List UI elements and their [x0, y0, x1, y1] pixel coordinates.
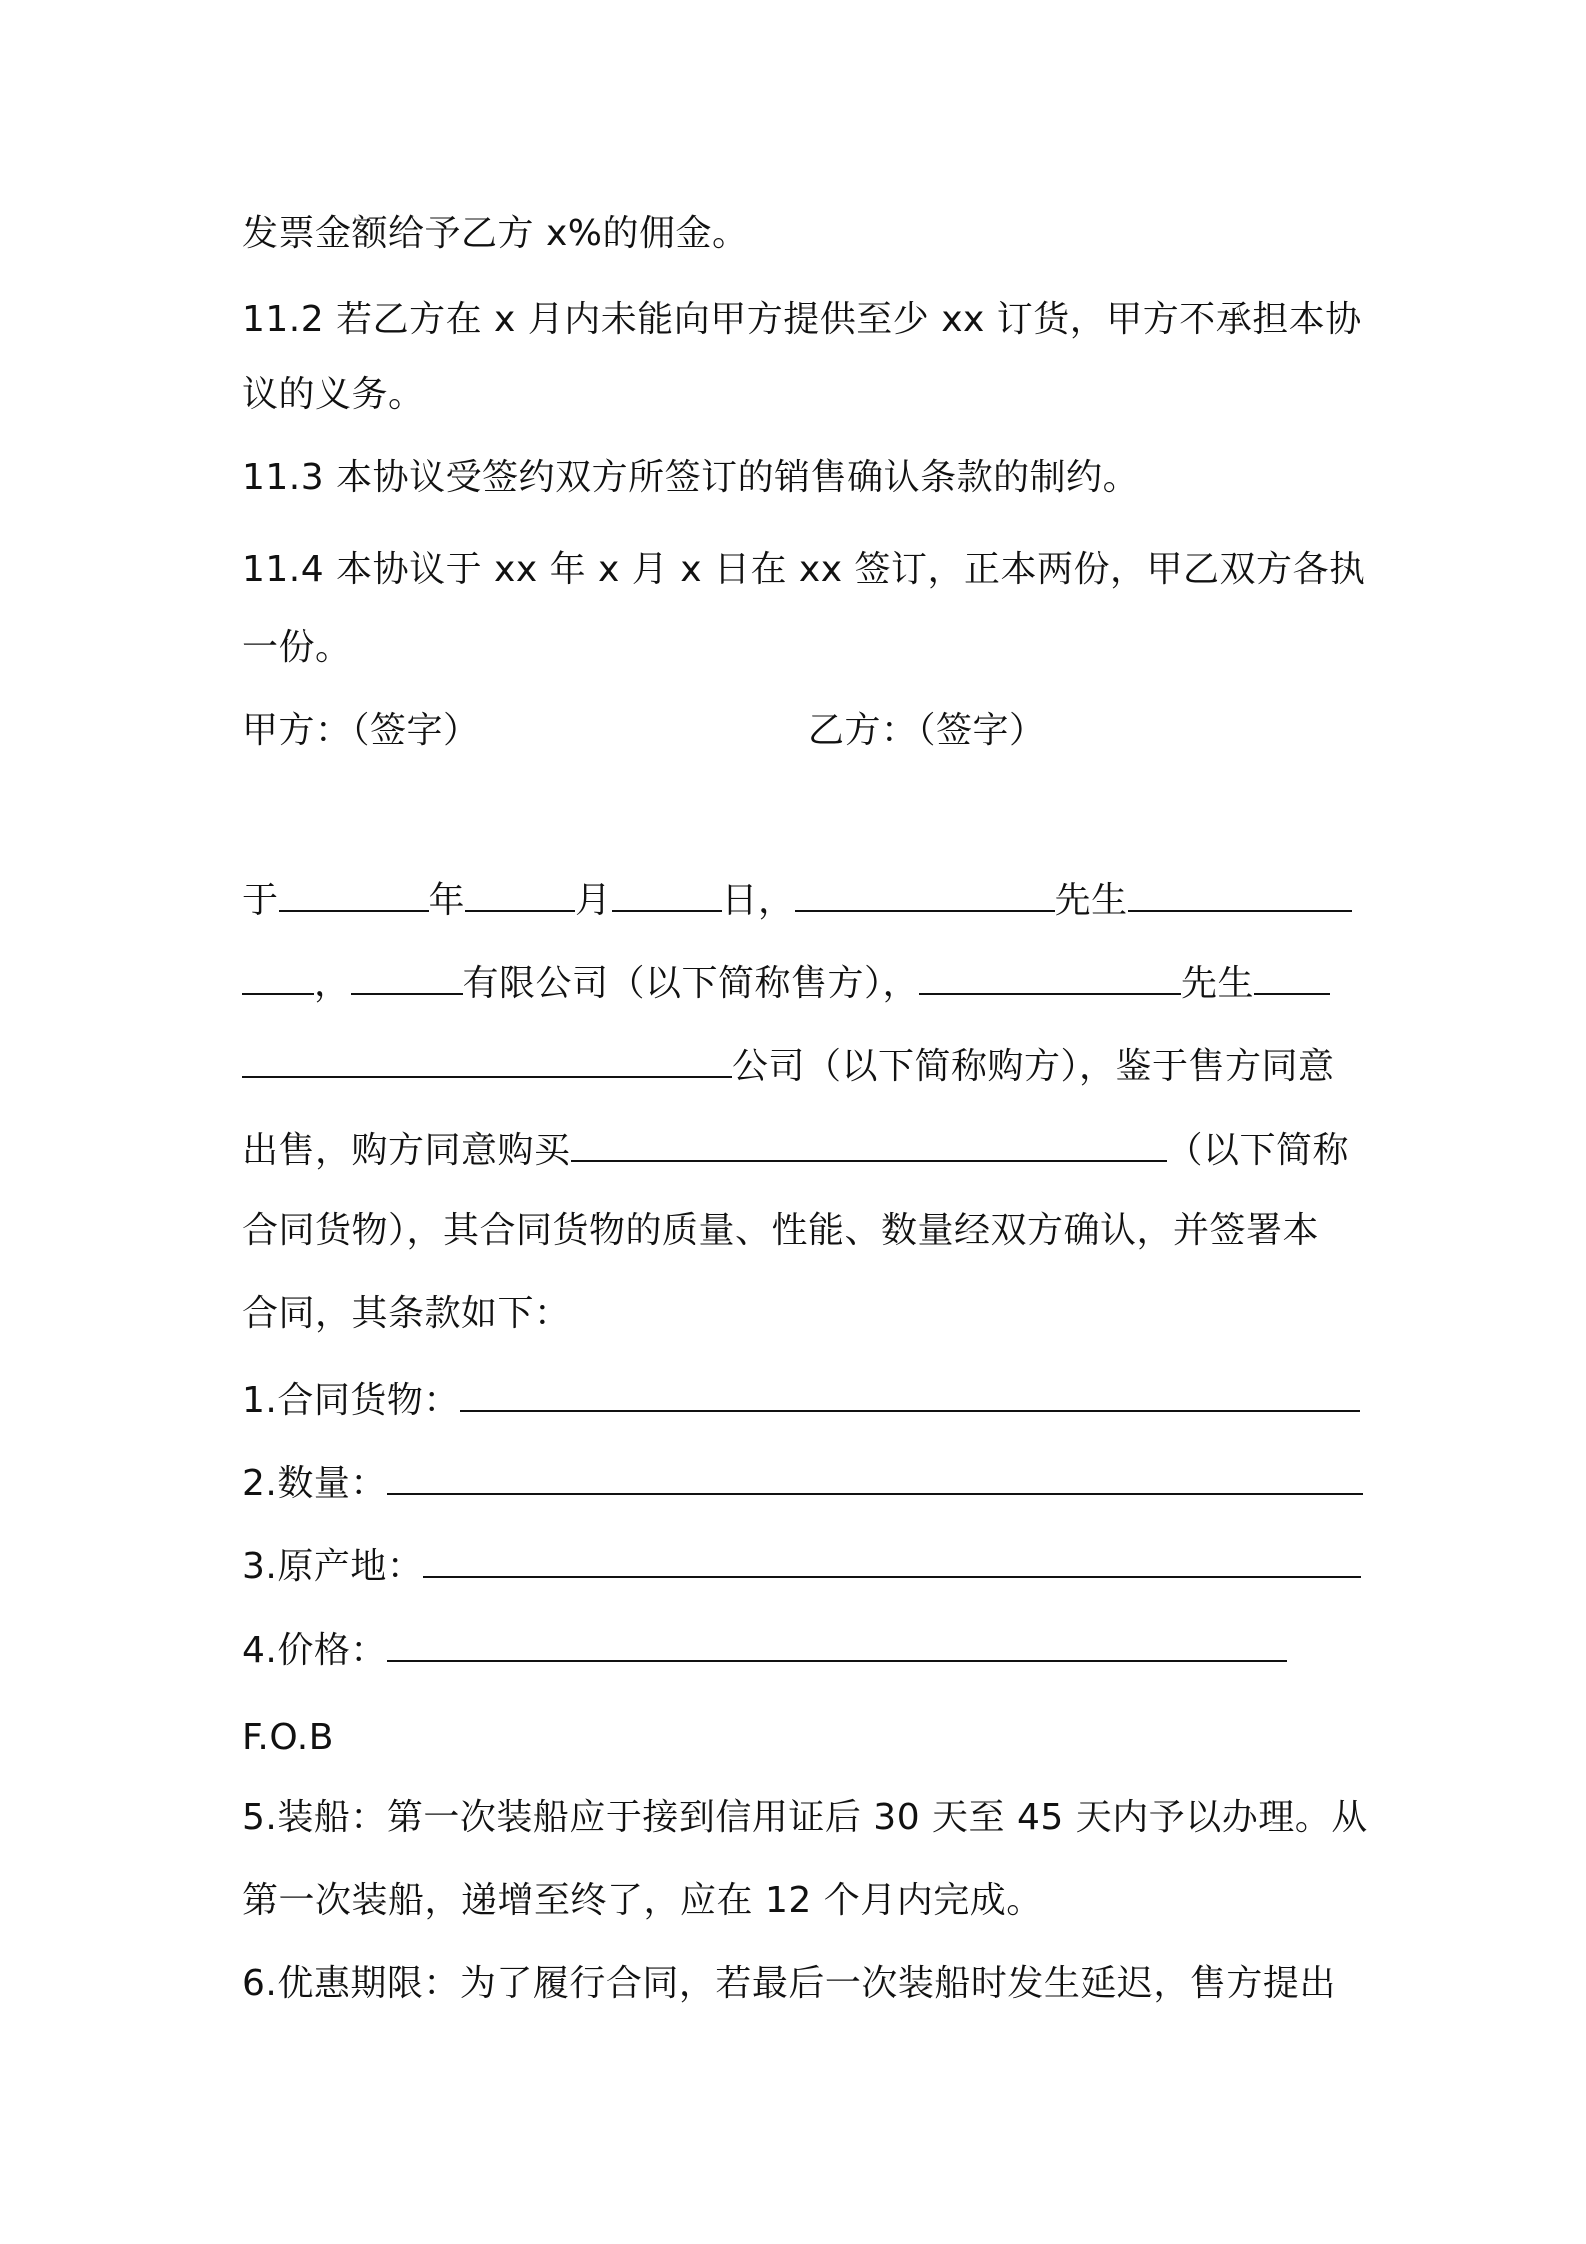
blank-line1-end[interactable] [1128, 872, 1352, 912]
text: 11.4 本协议于 xx 年 x 月 x 日在 xx 签订，正本两份，甲乙双方各执 [242, 549, 1366, 590]
blank-item-quantity[interactable] [387, 1455, 1363, 1495]
text: 一份。 [242, 627, 352, 668]
text-mister: 先生 [1181, 963, 1255, 1004]
text: 发票金额给予乙方 x%的佣金。 [242, 213, 749, 254]
text-year: 年 [428, 880, 466, 921]
signature-row [242, 705, 1362, 757]
contract-line-6 [242, 1288, 1362, 1340]
blank-year[interactable] [279, 872, 429, 912]
item-goods [242, 1372, 1362, 1424]
contract-line-4 [242, 1122, 1362, 1174]
text-comma: ， [314, 963, 351, 1004]
clause-11-2-line1 [242, 294, 1362, 346]
blank-day[interactable] [612, 872, 722, 912]
party-b-signature-label: 乙方：（签字） [808, 710, 1046, 751]
text: F.O.B [242, 1717, 334, 1758]
text-sell-buy: 出售，购方同意购买 [242, 1130, 571, 1171]
contract-line-1 [242, 872, 1362, 924]
blank-item-price[interactable] [387, 1622, 1287, 1662]
item-price-label: 4.价格： [242, 1630, 387, 1671]
text: 合同，其条款如下： [242, 1293, 571, 1334]
blank-line2-start[interactable] [242, 955, 314, 995]
text-day: 日， [721, 880, 795, 921]
item-origin [242, 1538, 1362, 1590]
text-buyer-company: 公司（以下简称购方），鉴于售方同意 [732, 1046, 1335, 1087]
clause-11-2-line2 [242, 369, 1362, 421]
text-yu: 于 [242, 880, 279, 921]
text-seller-company: 有限公司（以下简称售方）， [462, 963, 920, 1004]
clause-11-4-line1 [242, 544, 1366, 596]
blank-item-origin[interactable] [423, 1538, 1361, 1578]
blank-month[interactable] [465, 872, 575, 912]
blank-seller-company[interactable] [351, 955, 463, 995]
blank-seller-rep[interactable] [795, 872, 1055, 912]
blank-buyer-company[interactable] [242, 1038, 732, 1078]
text: 11.3 本协议受签约双方所签订的销售确认条款的制约。 [242, 457, 1140, 498]
clause-11-4-line2 [242, 622, 1362, 674]
clause-11-3 [242, 452, 1362, 504]
text-abbrev: （以下简称 [1166, 1130, 1350, 1171]
fob-term [242, 1712, 1362, 1764]
item-quantity [242, 1455, 1362, 1507]
contract-line-5 [242, 1205, 1362, 1257]
item-shipment-line1 [242, 1792, 1368, 1844]
text-mister: 先生 [1054, 880, 1128, 921]
blank-item-goods[interactable] [460, 1372, 1360, 1412]
text: 议的义务。 [242, 374, 425, 415]
item-grace-line1 [242, 1958, 1362, 2010]
blank-line2-end[interactable] [1254, 955, 1330, 995]
contract-line-2 [242, 955, 1362, 1007]
text-month: 月 [575, 880, 612, 921]
blank-buyer-rep[interactable] [919, 955, 1181, 995]
item-shipment-line2 [242, 1875, 1362, 1927]
item-origin-label: 3.原产地： [242, 1546, 424, 1587]
paragraph-commission [242, 208, 1362, 260]
text: 6.优惠期限：为了履行合同，若最后一次装船时发生延迟，售方提出 [242, 1963, 1336, 2004]
item-quantity-label: 2.数量： [242, 1463, 387, 1504]
blank-goods[interactable] [571, 1122, 1167, 1162]
text: 5.装船：第一次装船应于接到信用证后 30 天至 45 天内予以办理。从 [242, 1797, 1368, 1838]
item-goods-label: 1.合同货物： [242, 1380, 460, 1421]
party-a-signature-label: 甲方：（签字） [242, 710, 480, 751]
item-price [242, 1622, 1362, 1674]
text: 11.2 若乙方在 x 月内未能向甲方提供至少 xx 订货，甲方不承担本协 [242, 299, 1362, 340]
text: 第一次装船，递增至终了，应在 12 个月内完成。 [242, 1880, 1043, 1921]
text: 合同货物），其合同货物的质量、性能、数量经双方确认，并签署本 [242, 1210, 1320, 1251]
contract-line-3 [242, 1038, 1362, 1090]
